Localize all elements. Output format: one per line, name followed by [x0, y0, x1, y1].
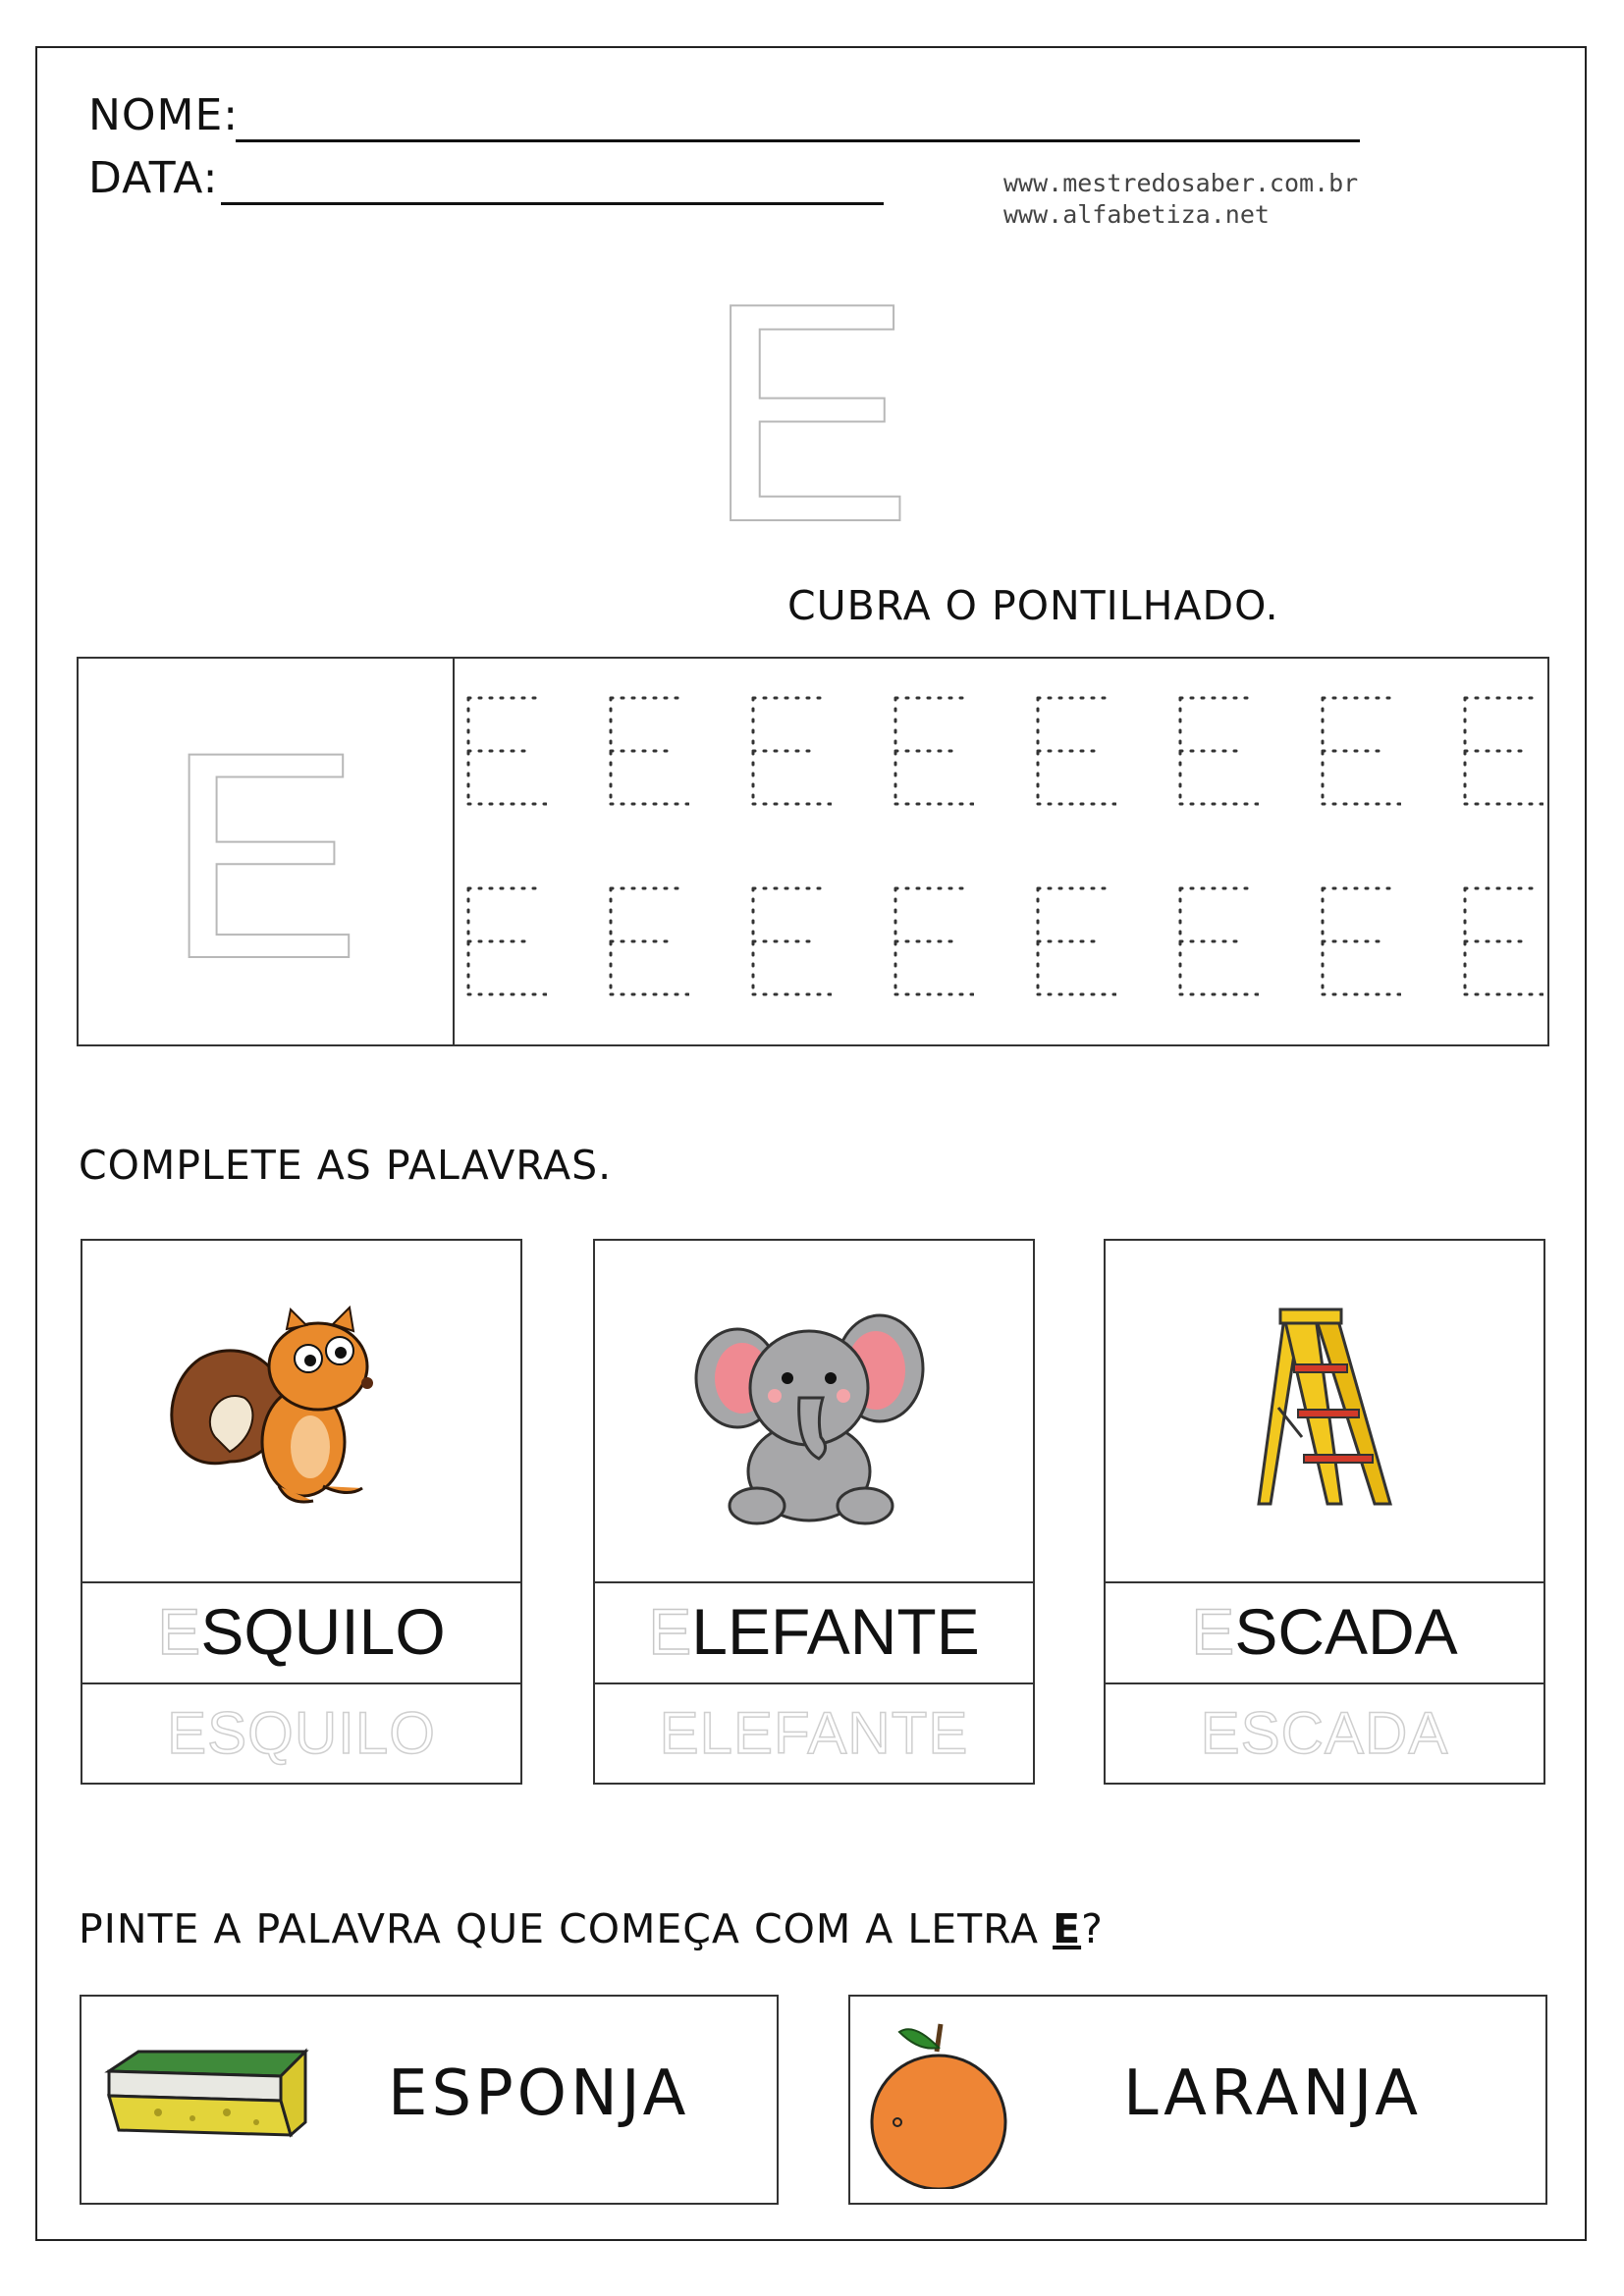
card-image: [1106, 1241, 1543, 1583]
name-field[interactable]: [236, 96, 1360, 142]
dotted-letter-e[interactable]: [1319, 884, 1401, 998]
trace-word[interactable]: ELEFANTE: [659, 1700, 969, 1766]
dotted-letters[interactable]: [455, 659, 1547, 1044]
option-word: ESPONJA: [388, 2057, 690, 2130]
card-word[interactable]: [82, 1581, 520, 1684]
word-rest: SCADA: [1234, 1595, 1458, 1668]
dotted-letter-e[interactable]: [1461, 694, 1543, 808]
card-word[interactable]: [595, 1581, 1033, 1684]
model-letter-cell: [79, 659, 455, 1044]
dotted-letter-e[interactable]: [464, 694, 547, 808]
squirrel-icon: [82, 1241, 524, 1579]
word-rest: LEFANTE: [691, 1595, 980, 1668]
word-rest: SQUILO: [200, 1595, 446, 1668]
word-card-escada: [1104, 1239, 1545, 1785]
elephant-icon: [595, 1241, 1037, 1579]
dotted-letter-e[interactable]: [892, 884, 974, 998]
dotted-letter-e[interactable]: [607, 694, 689, 808]
dotted-letter-e[interactable]: [749, 884, 832, 998]
missing-letter: E: [648, 1595, 692, 1668]
word-card-elefante: [593, 1239, 1035, 1785]
orange-icon: [860, 2012, 1017, 2189]
missing-letter: E: [157, 1595, 201, 1668]
trace-word[interactable]: ESQUILO: [167, 1700, 436, 1766]
big-letter: E: [705, 239, 914, 587]
date-field[interactable]: [221, 159, 884, 205]
trace-word[interactable]: ESCADA: [1200, 1700, 1449, 1766]
option-word: LARANJA: [1123, 2057, 1422, 2130]
dotted-letter-e[interactable]: [892, 694, 974, 808]
site-link-alfabetiza[interactable]: www.alfabetiza.net: [1003, 200, 1270, 229]
dotted-letter-e[interactable]: [749, 694, 832, 808]
word-card-esquilo: [81, 1239, 522, 1785]
missing-letter: E: [1191, 1595, 1235, 1668]
dotted-letter-e[interactable]: [1034, 694, 1116, 808]
option-esponja[interactable]: [80, 1995, 779, 2205]
tracing-area: [77, 657, 1549, 1046]
trace-instruction: CUBRA O PONTILHADO.: [787, 582, 1279, 629]
site-link-mestredosaber[interactable]: www.mestredosaber.com.br: [1003, 169, 1359, 197]
dotted-letter-e[interactable]: [1176, 884, 1259, 998]
card-word[interactable]: [1106, 1581, 1543, 1684]
option-laranja[interactable]: [848, 1995, 1547, 2205]
model-letter: E: [165, 690, 362, 1020]
dotted-letter-e[interactable]: [1319, 694, 1401, 808]
dotted-letter-e[interactable]: [1461, 884, 1543, 998]
name-label: NOME:: [88, 90, 240, 140]
complete-instruction: COMPLETE AS PALAVRAS.: [79, 1142, 613, 1189]
paint-instruction-text: PINTE A PALAVRA QUE COMEÇA COM A LETRA: [79, 1905, 1054, 1952]
date-label: DATA:: [88, 153, 219, 203]
dotted-letter-e[interactable]: [464, 884, 547, 998]
card-image: [82, 1241, 520, 1583]
dotted-letter-e[interactable]: [1176, 694, 1259, 808]
sponge-icon: [99, 2032, 315, 2169]
dotted-letter-e[interactable]: [607, 884, 689, 998]
card-image: [595, 1241, 1033, 1583]
paint-instruction-letter: E: [1053, 1905, 1082, 1952]
paint-instruction-mark: ?: [1081, 1905, 1104, 1952]
paint-instruction: [79, 1905, 1104, 1952]
ladder-icon: [1106, 1241, 1547, 1579]
dotted-letter-e[interactable]: [1034, 884, 1116, 998]
